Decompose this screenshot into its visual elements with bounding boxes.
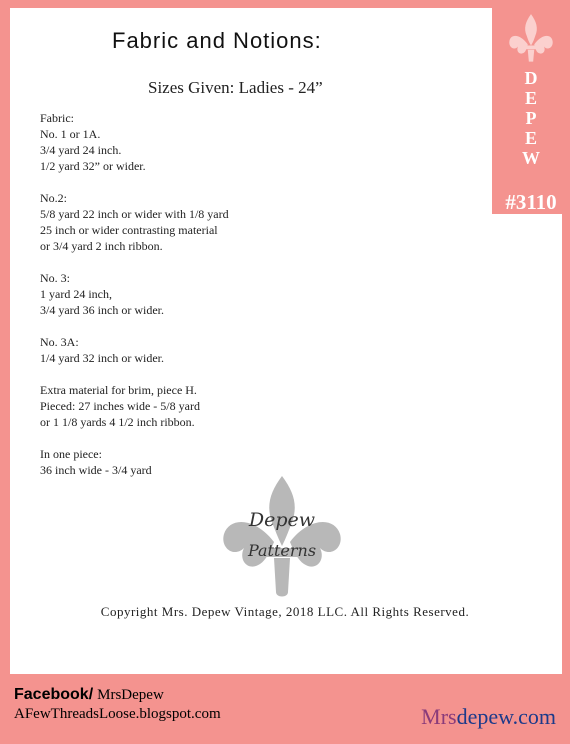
fabric-line: No. 1 or 1A. <box>40 127 101 141</box>
fleur-de-lis-icon <box>223 476 340 597</box>
sidebar-letter: P <box>525 108 537 128</box>
fleur-de-lis-icon <box>500 12 562 66</box>
fabric-line: or 1 1/8 yards 4 1/2 inch ribbon. <box>40 415 195 429</box>
page-title: Fabric and Notions: <box>112 28 322 53</box>
logo-line-2: Patterns <box>247 541 317 560</box>
sizes-subtitle: Sizes Given: Ladies - 24” <box>148 78 323 97</box>
fabric-line: 5/8 yard 22 inch or wider with 1/8 yard <box>40 207 229 221</box>
fabric-line: Extra material for brim, piece H. <box>40 383 197 397</box>
fabric-line: Fabric: <box>40 111 74 125</box>
fabric-block <box>40 190 229 254</box>
fabric-line: No.2: <box>40 191 67 205</box>
blog-link[interactable]: AFewThreadsLoose.blogspot.com <box>14 706 221 722</box>
fabric-line: In one piece: <box>40 447 102 461</box>
fabric-block <box>40 270 229 318</box>
fabric-line: 3/4 yard 24 inch. <box>40 143 122 157</box>
sidebar-letter: W <box>522 148 540 168</box>
facebook-handle[interactable]: MrsDepew <box>97 687 164 703</box>
logo-line-1: Depew <box>248 509 316 531</box>
pattern-number: #3110 <box>505 190 557 214</box>
fabric-line: 1/2 yard 32” or wider. <box>40 159 146 173</box>
sidebar-letter: D <box>524 68 538 88</box>
footer-social <box>14 686 221 723</box>
sidebar-letters <box>492 68 570 168</box>
fabric-block <box>40 334 229 366</box>
fabric-line: Pieced: 27 inches wide - 5/8 yard <box>40 399 200 413</box>
fabric-line: 1/4 yard 32 inch or wider. <box>40 351 164 365</box>
copyright-notice: Copyright Mrs. Depew Vintage, 2018 LLC. All Rights Reserved. <box>100 604 470 619</box>
fabric-block <box>40 382 229 430</box>
fabric-list <box>40 110 229 494</box>
sidebar-badge <box>492 8 570 214</box>
fabric-block <box>40 446 229 478</box>
sidebar-letter: E <box>524 88 537 108</box>
fabric-line: 25 inch or wider contrasting material <box>40 223 218 237</box>
site-depew: depew.com <box>456 704 556 729</box>
fabric-line: or 3/4 yard 2 inch ribbon. <box>40 239 163 253</box>
website-link[interactable] <box>421 704 556 730</box>
fabric-line: No. 3: <box>40 271 70 285</box>
fabric-line: 3/4 yard 36 inch or wider. <box>40 303 164 317</box>
fabric-line: No. 3A: <box>40 335 79 349</box>
fabric-line: 36 inch wide - 3/4 yard <box>40 463 152 477</box>
fabric-block <box>40 110 229 174</box>
site-mrs: Mrs <box>421 704 457 729</box>
fabric-line: 1 yard 24 inch, <box>40 287 112 301</box>
depew-patterns-logo <box>218 476 346 604</box>
facebook-label: Facebook/ <box>14 686 94 703</box>
sidebar-letter: E <box>524 128 537 148</box>
